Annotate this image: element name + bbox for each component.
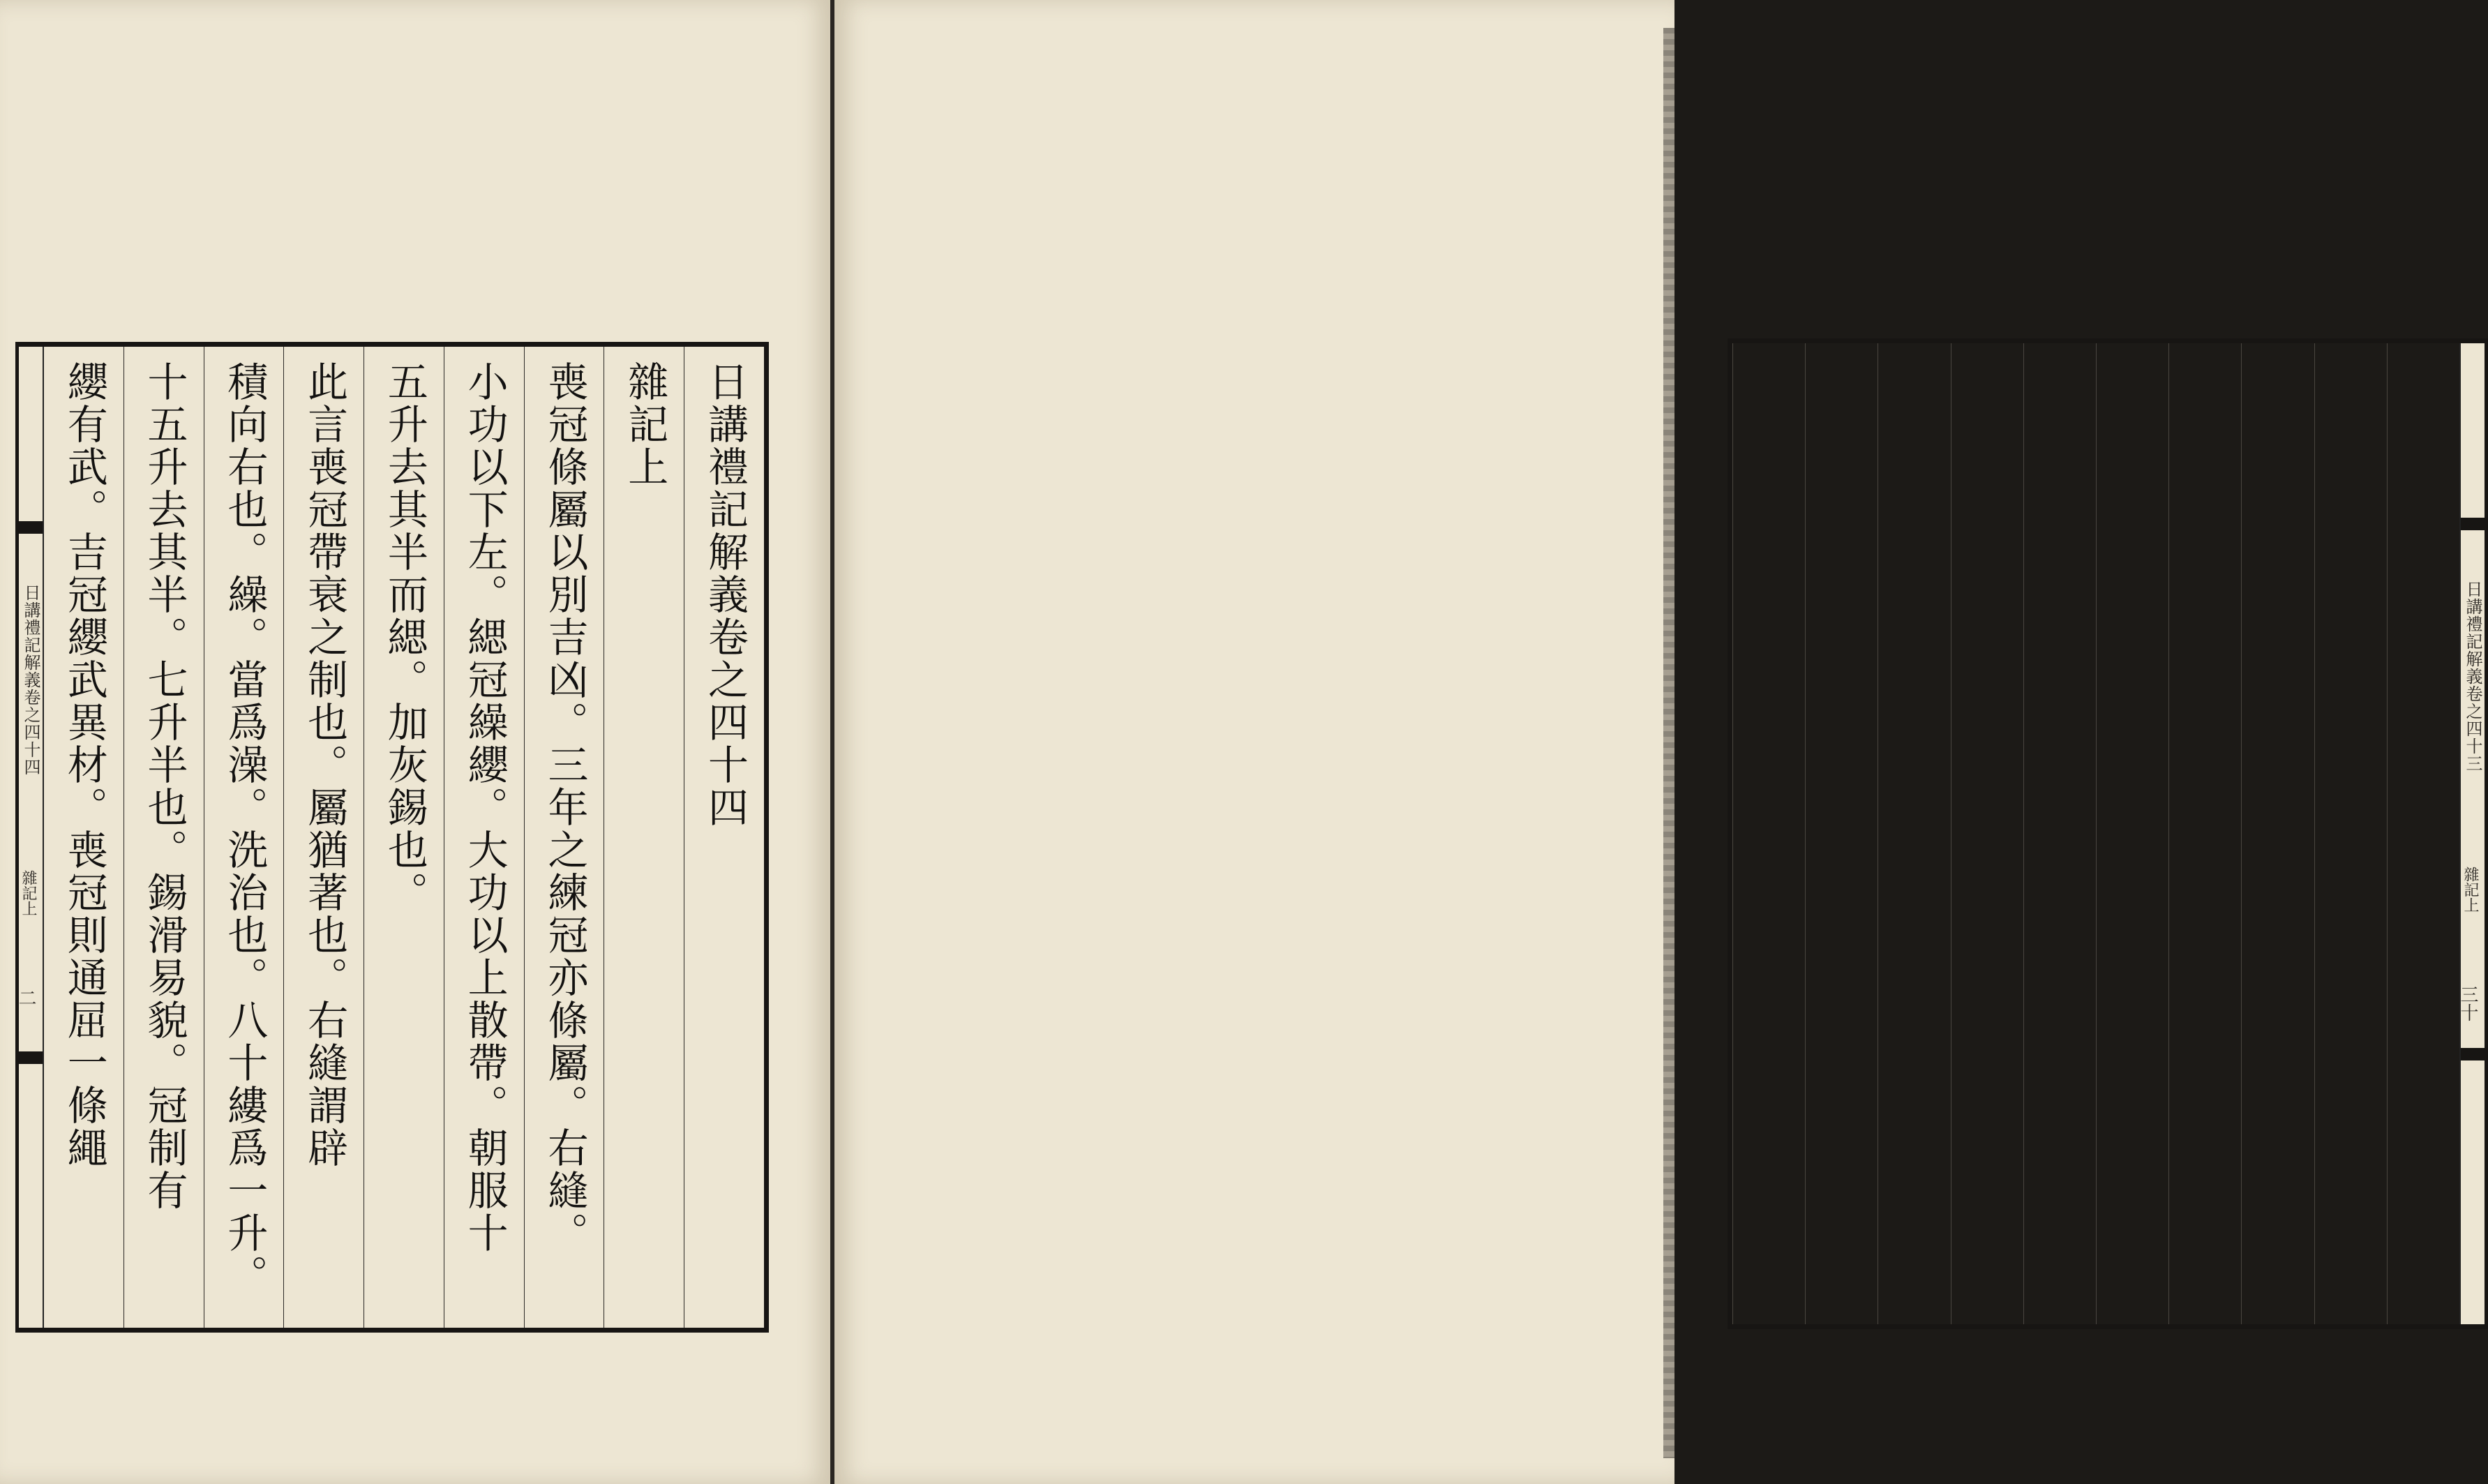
- left-page: [0, 0, 830, 1484]
- spine-title: 日講禮記解義卷之四十四: [21, 584, 40, 776]
- text-column: [684, 347, 764, 1328]
- blank-column: [2168, 343, 2241, 1324]
- blank-column: [2023, 343, 2096, 1324]
- page-edge-stack: [1663, 28, 1674, 1458]
- spine-section: 雜記上: [2461, 867, 2479, 913]
- blank-column: [1732, 343, 1805, 1324]
- spine-section: 雜記上: [20, 870, 37, 916]
- blank-column: [1878, 343, 1950, 1324]
- column-text: 此言喪冠帶衰之制也。屬猶著也。右縫謂辟: [301, 361, 349, 1169]
- column-text: 小功以下左。緦冠繰纓。大功以上散帶。朝服十: [460, 361, 509, 1254]
- column-text: 纓有武。吉冠纓武異材。喪冠則通屈一條繩: [60, 361, 108, 1169]
- left-page-frame: [15, 342, 769, 1333]
- text-column: [283, 347, 364, 1328]
- blank-column: [2241, 343, 2314, 1324]
- right-page: [834, 0, 2482, 1484]
- spine-title: 日講禮記解義卷之四十三: [2463, 580, 2482, 772]
- column-text: 日講禮記解義卷之四十四: [701, 361, 749, 829]
- fishtail-mark: [2461, 518, 2485, 530]
- left-page-spine: [15, 347, 44, 1328]
- fishtail-mark: [19, 1051, 43, 1064]
- text-column: [444, 347, 524, 1328]
- text-column: [44, 347, 123, 1328]
- column-text: 喪冠條屬以別吉凶。三年之練冠亦條屬。右縫。: [541, 361, 589, 1254]
- fishtail-mark: [2461, 1048, 2485, 1060]
- blank-column: [1805, 343, 1878, 1324]
- text-column: [204, 347, 284, 1328]
- text-column: [123, 347, 204, 1328]
- spine-page-number: 二: [15, 989, 36, 1007]
- fishtail-mark: [19, 521, 43, 534]
- column-text: 十五升去其半。七升半也。錫滑易貌。冠制有: [140, 361, 188, 1212]
- text-column: [364, 347, 444, 1328]
- text-column: [604, 347, 684, 1328]
- right-page-columns: [1732, 343, 2459, 1324]
- column-text: 五升去其半而緦。加灰錫也。: [380, 361, 428, 914]
- right-page-spine: [2459, 343, 2485, 1324]
- blank-column: [2314, 343, 2387, 1324]
- blank-column: [2096, 343, 2168, 1324]
- blank-column: [2387, 343, 2459, 1324]
- spine-page-number: 三十: [2457, 985, 2478, 1021]
- column-text: 雜記上: [621, 361, 669, 488]
- left-page-columns: [44, 347, 764, 1328]
- text-column: [524, 347, 604, 1328]
- right-page-frame: [1728, 338, 2488, 1329]
- blank-column: [1951, 343, 2023, 1324]
- column-text: 積向右也。繰。當爲澡。洗治也。八十縷爲一升。: [220, 361, 269, 1297]
